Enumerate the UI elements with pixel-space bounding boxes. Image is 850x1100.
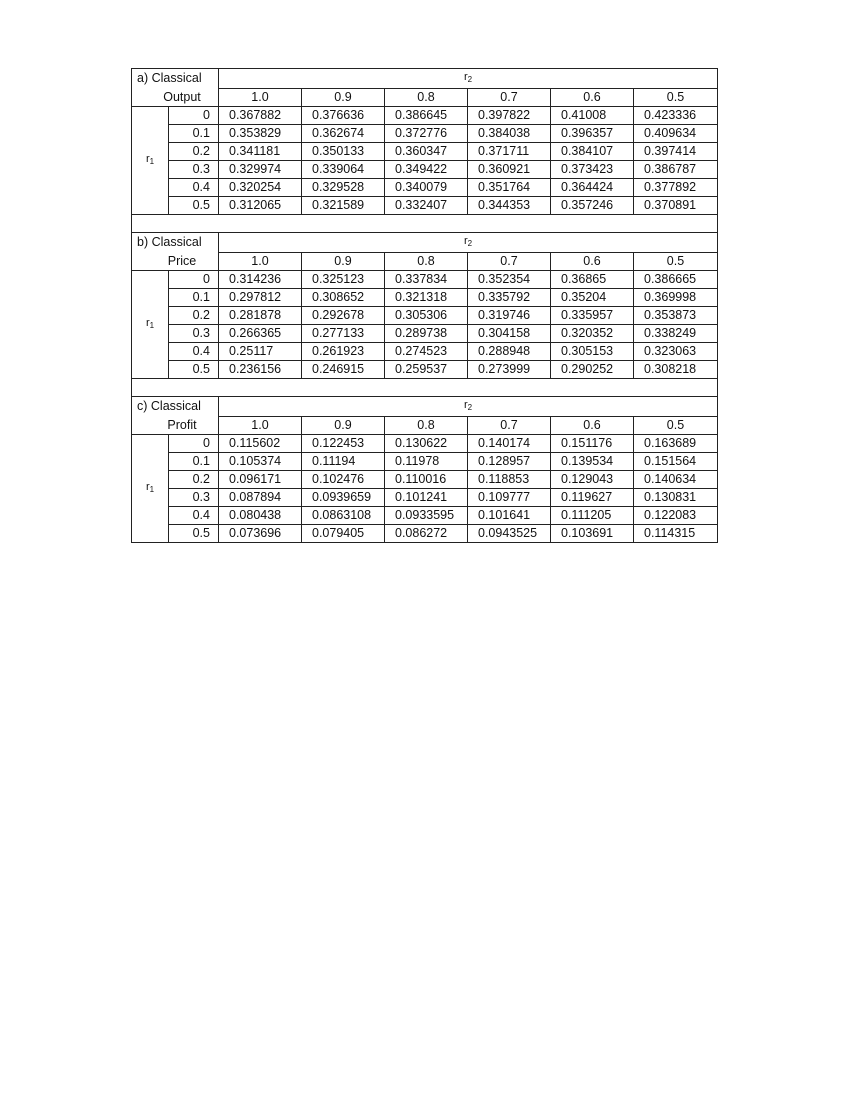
- table-row: [132, 307, 718, 325]
- table-cell: 0.320352: [551, 325, 634, 343]
- table-row: [132, 507, 718, 525]
- table-cell: 0.130831: [634, 489, 718, 507]
- table-cell: 0.087894: [219, 489, 302, 507]
- column-header: 0.7: [468, 253, 551, 271]
- table-cell: 0.119627: [551, 489, 634, 507]
- r1-label: [146, 317, 154, 329]
- table-cell: 0.409634: [634, 125, 718, 143]
- table-cell: 0.360347: [385, 143, 468, 161]
- table-row: [132, 489, 718, 507]
- table-cell: 0.140634: [634, 471, 718, 489]
- column-header: 1.0: [219, 417, 302, 435]
- r1-value: 0.4: [169, 179, 219, 197]
- column-header: 0.9: [302, 89, 385, 107]
- column-header: 0.7: [468, 417, 551, 435]
- table-cell: 0.377892: [634, 179, 718, 197]
- r2-axis-label: [219, 233, 718, 253]
- table-cell: 0.397822: [468, 107, 551, 125]
- r1-label: [146, 481, 154, 493]
- r2-axis-label: [219, 397, 718, 417]
- section-header-row: [132, 69, 718, 89]
- table-cell: 0.073696: [219, 525, 302, 543]
- table-cell: 0.163689: [634, 435, 718, 453]
- table-cell: 0.350133: [302, 143, 385, 161]
- section-separator: [132, 379, 718, 397]
- table-cell: 0.423336: [634, 107, 718, 125]
- table-cell: 0.109777: [468, 489, 551, 507]
- r1-value: 0.5: [169, 361, 219, 379]
- table-cell: 0.118853: [468, 471, 551, 489]
- table-row: [132, 143, 718, 161]
- table-row: [132, 179, 718, 197]
- r1-value: 0.1: [169, 125, 219, 143]
- table-cell: 0.364424: [551, 179, 634, 197]
- table-cell: 0.122453: [302, 435, 385, 453]
- table-cell: 0.25117: [219, 343, 302, 361]
- table-cell: 0.353829: [219, 125, 302, 143]
- table-cell: 0.325123: [302, 271, 385, 289]
- column-header-row: [132, 253, 718, 271]
- r1-value: 0: [169, 435, 219, 453]
- r2-label: [464, 71, 472, 83]
- column-header: 1.0: [219, 89, 302, 107]
- table-cell: 0.369998: [634, 289, 718, 307]
- table-cell: 0.101241: [385, 489, 468, 507]
- table-cell: 0.384107: [551, 143, 634, 161]
- table-row: [132, 343, 718, 361]
- table-row: [132, 289, 718, 307]
- table-row: [132, 197, 718, 215]
- column-header: 0.9: [302, 417, 385, 435]
- table-cell: 0.246915: [302, 361, 385, 379]
- results-table: [131, 68, 718, 543]
- r2-label: [464, 399, 472, 411]
- table-cell: 0.080438: [219, 507, 302, 525]
- table-cell: 0.305306: [385, 307, 468, 325]
- section-caption: c) Classical: [132, 397, 219, 417]
- table-cell: 0.376636: [302, 107, 385, 125]
- r2-label-letter: r: [463, 399, 468, 411]
- table-cell: 0.261923: [302, 343, 385, 361]
- table-cell: 0.086272: [385, 525, 468, 543]
- table-cell: 0.292678: [302, 307, 385, 325]
- table-cell: 0.372776: [385, 125, 468, 143]
- table-cell: 0.384038: [468, 125, 551, 143]
- table-cell: 0.321318: [385, 289, 468, 307]
- table-cell: 0.130622: [385, 435, 468, 453]
- r1-label: [146, 153, 154, 165]
- table-cell: 0.0863108: [302, 507, 385, 525]
- table-cell: 0.386787: [634, 161, 718, 179]
- table-cell: 0.360921: [468, 161, 551, 179]
- table-row: [132, 471, 718, 489]
- r1-label-subscript: 1: [149, 485, 155, 494]
- table-cell: 0.273999: [468, 361, 551, 379]
- column-header-row: [132, 89, 718, 107]
- table-cell: 0.337834: [385, 271, 468, 289]
- section-caption: a) Classical: [132, 69, 219, 89]
- r2-label-subscript: 2: [467, 239, 473, 248]
- table-cell: 0.0939659: [302, 489, 385, 507]
- table-row: [132, 271, 718, 289]
- r1-value: 0.3: [169, 325, 219, 343]
- table-cell: 0.329974: [219, 161, 302, 179]
- r2-label-subscript: 2: [467, 403, 473, 412]
- table-cell: 0.079405: [302, 525, 385, 543]
- table-body: [132, 69, 718, 543]
- table-row: [132, 435, 718, 453]
- r1-axis-label: [132, 107, 169, 215]
- table-cell: 0.314236: [219, 271, 302, 289]
- r2-label: [464, 235, 472, 247]
- separator-cell: [132, 379, 718, 397]
- table-row: [132, 125, 718, 143]
- table-cell: 0.397414: [634, 143, 718, 161]
- table-cell: 0.308218: [634, 361, 718, 379]
- table-row: [132, 525, 718, 543]
- table-cell: 0.305153: [551, 343, 634, 361]
- column-header: 0.9: [302, 253, 385, 271]
- table-row: [132, 161, 718, 179]
- r1-value: 0.5: [169, 197, 219, 215]
- r1-value: 0.2: [169, 307, 219, 325]
- table-cell: 0.115602: [219, 435, 302, 453]
- table-cell: 0.367882: [219, 107, 302, 125]
- column-header: 0.6: [551, 89, 634, 107]
- table-row: [132, 361, 718, 379]
- table-cell: 0.096171: [219, 471, 302, 489]
- r1-value: 0.1: [169, 453, 219, 471]
- table-cell: 0.281878: [219, 307, 302, 325]
- column-header: 0.5: [634, 417, 718, 435]
- r1-value: 0: [169, 271, 219, 289]
- table-cell: 0.297812: [219, 289, 302, 307]
- column-header: 1.0: [219, 253, 302, 271]
- table-cell: 0.151564: [634, 453, 718, 471]
- r1-axis-label: [132, 271, 169, 379]
- table-cell: 0.370891: [634, 197, 718, 215]
- table-cell: 0.0933595: [385, 507, 468, 525]
- column-header: 0.5: [634, 253, 718, 271]
- r1-value: 0.4: [169, 343, 219, 361]
- table-cell: 0.312065: [219, 197, 302, 215]
- section-caption-measure: Profit: [132, 417, 219, 435]
- table-cell: 0.338249: [634, 325, 718, 343]
- table-cell: 0.357246: [551, 197, 634, 215]
- r1-label-letter: r: [145, 481, 150, 493]
- r2-axis-label: [219, 69, 718, 89]
- r1-label-letter: r: [145, 317, 150, 329]
- table-row: [132, 325, 718, 343]
- section-caption-measure: Output: [132, 89, 219, 107]
- column-header: 0.5: [634, 89, 718, 107]
- r1-value: 0.2: [169, 143, 219, 161]
- table-cell: 0.105374: [219, 453, 302, 471]
- table-cell: 0.335792: [468, 289, 551, 307]
- column-header: 0.6: [551, 417, 634, 435]
- table-cell: 0.11978: [385, 453, 468, 471]
- r2-label-letter: r: [463, 71, 468, 83]
- table-cell: 0.341181: [219, 143, 302, 161]
- table-row: [132, 453, 718, 471]
- table-cell: 0.353873: [634, 307, 718, 325]
- table-cell: 0.122083: [634, 507, 718, 525]
- column-header: 0.7: [468, 89, 551, 107]
- table-cell: 0.386645: [385, 107, 468, 125]
- section-caption: b) Classical: [132, 233, 219, 253]
- table-cell: 0.288948: [468, 343, 551, 361]
- table-cell: 0.140174: [468, 435, 551, 453]
- table-cell: 0.101641: [468, 507, 551, 525]
- table-cell: 0.304158: [468, 325, 551, 343]
- column-header: 0.8: [385, 417, 468, 435]
- table-cell: 0.349422: [385, 161, 468, 179]
- table-cell: 0.323063: [634, 343, 718, 361]
- table-cell: 0.102476: [302, 471, 385, 489]
- separator-cell: [132, 215, 718, 233]
- column-header: 0.8: [385, 89, 468, 107]
- section-header-row: [132, 233, 718, 253]
- r1-axis-label: [132, 435, 169, 543]
- table-cell: 0.128957: [468, 453, 551, 471]
- table-cell: 0.35204: [551, 289, 634, 307]
- table-cell: 0.139534: [551, 453, 634, 471]
- table-cell: 0.103691: [551, 525, 634, 543]
- table-cell: 0.110016: [385, 471, 468, 489]
- table-cell: 0.114315: [634, 525, 718, 543]
- table-cell: 0.340079: [385, 179, 468, 197]
- table-cell: 0.111205: [551, 507, 634, 525]
- table-cell: 0.319746: [468, 307, 551, 325]
- r1-value: 0.3: [169, 161, 219, 179]
- table-cell: 0.373423: [551, 161, 634, 179]
- table-cell: 0.332407: [385, 197, 468, 215]
- section-caption-measure: Price: [132, 253, 219, 271]
- r1-label-subscript: 1: [149, 157, 155, 166]
- column-header: 0.8: [385, 253, 468, 271]
- table-cell: 0.277133: [302, 325, 385, 343]
- table-cell: 0.151176: [551, 435, 634, 453]
- section-separator: [132, 215, 718, 233]
- table-cell: 0.321589: [302, 197, 385, 215]
- r1-value: 0: [169, 107, 219, 125]
- section-header-row: [132, 397, 718, 417]
- table-cell: 0.351764: [468, 179, 551, 197]
- column-header: 0.6: [551, 253, 634, 271]
- table-cell: 0.371711: [468, 143, 551, 161]
- table-cell: 0.362674: [302, 125, 385, 143]
- table-cell: 0.266365: [219, 325, 302, 343]
- r2-label-letter: r: [463, 235, 468, 247]
- r1-label-subscript: 1: [149, 321, 155, 330]
- r1-label-letter: r: [145, 153, 150, 165]
- r2-label-subscript: 2: [467, 75, 473, 84]
- table-cell: 0.289738: [385, 325, 468, 343]
- column-header-row: [132, 417, 718, 435]
- table-cell: 0.339064: [302, 161, 385, 179]
- r1-value: 0.4: [169, 507, 219, 525]
- table-cell: 0.236156: [219, 361, 302, 379]
- table-cell: 0.320254: [219, 179, 302, 197]
- table-row: [132, 107, 718, 125]
- table-cell: 0.386665: [634, 271, 718, 289]
- table-cell: 0.11194: [302, 453, 385, 471]
- r1-value: 0.1: [169, 289, 219, 307]
- table-cell: 0.0943525: [468, 525, 551, 543]
- table-cell: 0.335957: [551, 307, 634, 325]
- table-cell: 0.129043: [551, 471, 634, 489]
- table-cell: 0.329528: [302, 179, 385, 197]
- r1-value: 0.2: [169, 471, 219, 489]
- table-cell: 0.396357: [551, 125, 634, 143]
- table-cell: 0.274523: [385, 343, 468, 361]
- table-cell: 0.36865: [551, 271, 634, 289]
- table-cell: 0.41008: [551, 107, 634, 125]
- table-cell: 0.290252: [551, 361, 634, 379]
- r1-value: 0.5: [169, 525, 219, 543]
- table-cell: 0.308652: [302, 289, 385, 307]
- table-cell: 0.259537: [385, 361, 468, 379]
- table-cell: 0.352354: [468, 271, 551, 289]
- table-cell: 0.344353: [468, 197, 551, 215]
- r1-value: 0.3: [169, 489, 219, 507]
